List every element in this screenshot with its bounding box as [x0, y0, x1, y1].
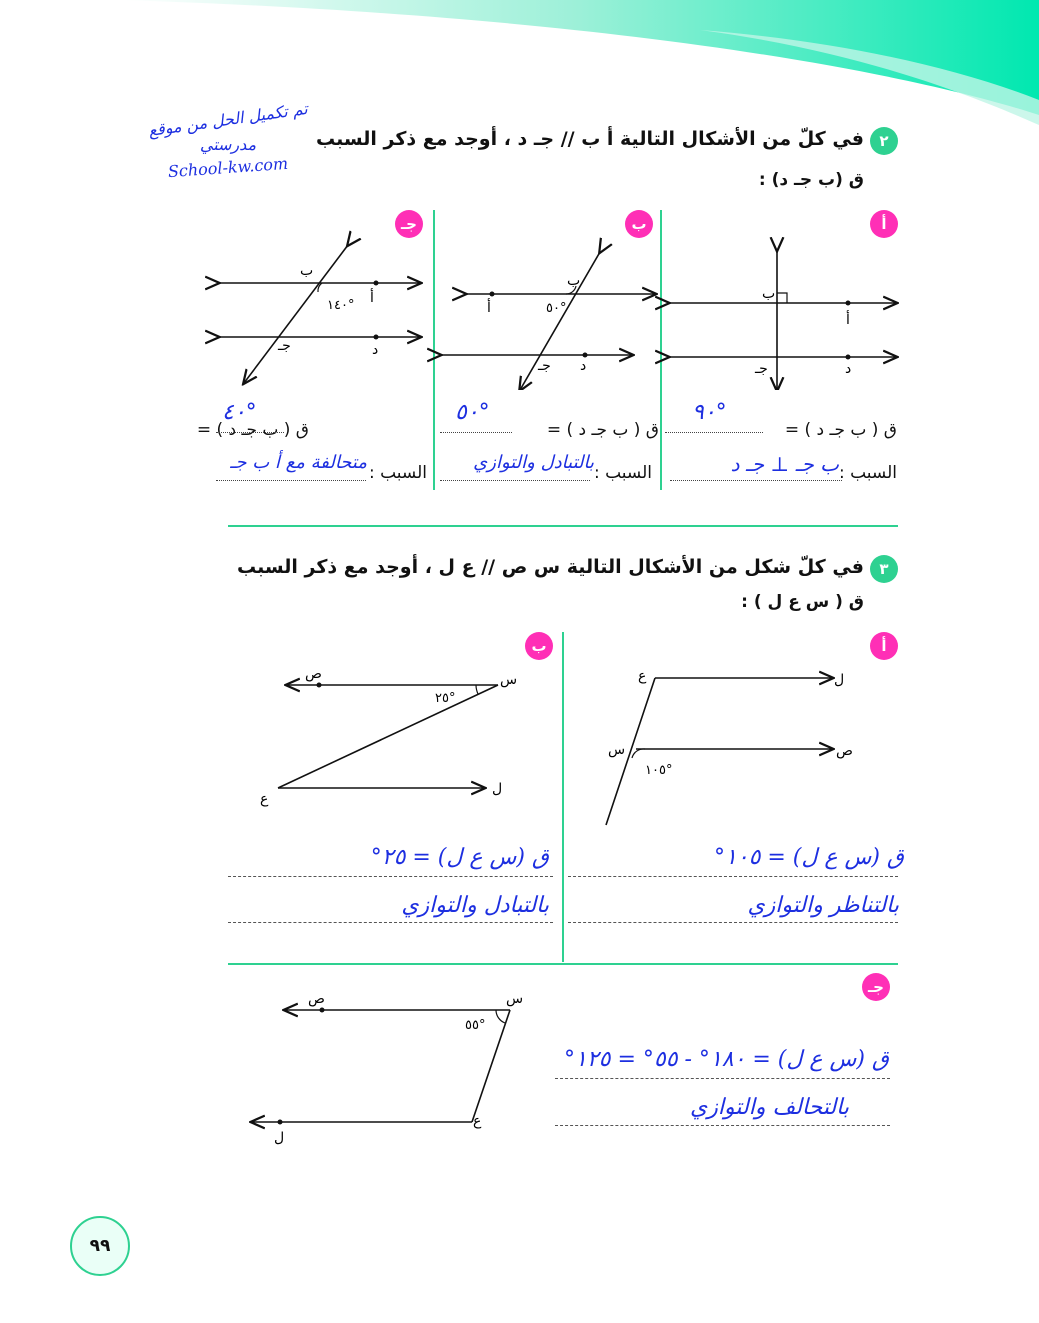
section-divider-1	[228, 525, 898, 527]
section-divider-2	[228, 963, 898, 965]
q2c-angle: ١٤٠°	[327, 298, 355, 313]
q2-question-text: في كلّ من الأشكال التالية أ ب // جـ د ، أوجد مع ذكر السبب	[316, 128, 864, 150]
q2b-label-a: أ	[487, 300, 491, 316]
q2a-measure-label: ق ( ب جـ د ) =	[784, 420, 897, 440]
q3b-label-s: س	[500, 672, 518, 688]
q3a-label-lam: ل	[834, 672, 845, 688]
q3c-label-ayn: ع	[473, 1113, 482, 1129]
q3-figure-b	[260, 666, 517, 807]
q2a-answer: ٩٠°	[692, 400, 727, 425]
q3-part-a-badge: أ	[870, 632, 898, 660]
q2b-label-j: جـ	[538, 358, 551, 374]
q2-figures	[0, 230, 1039, 390]
q2c-reason-line	[216, 480, 366, 481]
q2a-label-d: د	[845, 361, 852, 377]
watermark-line2: مدرستي	[199, 135, 257, 154]
q2b-label-d: د	[580, 358, 587, 374]
q3b-answer-1: ق (س ع ل) = ٢٥°	[370, 845, 549, 870]
q3-figure-c	[240, 985, 540, 1155]
q2b-label-b: ب	[567, 273, 581, 289]
q2b-angle: ٥٠°	[546, 301, 567, 316]
watermark-line3: School-kw.com	[167, 153, 289, 182]
q3b-answer-line-1	[228, 876, 553, 877]
q3a-answer-2: بالتناظر والتوازي	[747, 893, 899, 918]
q3a-answer-line-2	[568, 922, 898, 923]
q2a-answer-line	[665, 432, 763, 433]
q2b-answer-line	[440, 432, 512, 433]
q3b-answer-line-2	[228, 922, 553, 923]
q3-question-text: في كلّ شكل من الأشكال التالية س ص // ع ل ، أوجد مع ذكر السبب	[237, 556, 864, 578]
q2c-reason-label: السبب :	[368, 463, 427, 483]
q2-part-b-badge: ب	[625, 210, 653, 238]
q3a-label-sad: ص	[836, 743, 853, 759]
q2a-label-b: ب	[762, 286, 776, 302]
q3a-angle: ١٠٥°	[645, 763, 673, 778]
q3a-label-s: س	[608, 742, 626, 758]
q2a-label-j: جـ	[755, 361, 768, 377]
q3c-answer-line-1	[555, 1078, 890, 1079]
q2a-reason-label: السبب :	[838, 463, 897, 483]
q3c-label-sad: ص	[308, 991, 325, 1007]
q3-figures-ab	[0, 640, 1039, 840]
q2-part-a-badge: أ	[870, 210, 898, 238]
q2-part-c-badge: جـ	[395, 210, 423, 238]
q2-number-badge: ٢	[870, 127, 898, 155]
q2c-answer-line	[216, 432, 284, 433]
q3c-answer-2: بالتحالف والتوازي	[690, 1095, 849, 1120]
q3-subquestion: ق ( س ع ل ) :	[741, 592, 864, 612]
q2a-label-a: أ	[846, 312, 850, 328]
q3a-answer-line-1	[568, 876, 898, 877]
q2a-reason-line	[670, 480, 842, 481]
q3b-answer-2: بالتبادل والتوازي	[401, 893, 549, 918]
q2c-label-j: جـ	[278, 338, 291, 354]
q3a-answer-1: ق (س ع ل) = ١٠٥°	[713, 845, 904, 870]
q2b-answer: ٥٠°	[455, 400, 490, 425]
q2c-reason: متحالفة مع أ ب جـ	[230, 452, 367, 473]
q3c-label-lam: ل	[274, 1130, 285, 1146]
q2-figure-b	[440, 252, 655, 390]
q3b-angle: ٢٥°	[435, 691, 456, 706]
q3c-answer-1: ق (س ع ل) = ١٨٠° - ٥٥° = ١٢٥°	[564, 1047, 889, 1072]
q2c-measure-label: ق ( ب جـ د ) =	[196, 420, 309, 440]
watermark-line1: تم تكميل الحل من موقع	[147, 98, 309, 141]
page-number: ٩٩	[89, 1236, 111, 1256]
q2b-measure-label: ق ( ب جـ د ) =	[546, 420, 659, 440]
q2b-reason-label: السبب :	[593, 463, 652, 483]
q3c-answer-line-2	[555, 1125, 890, 1126]
q3b-label-lam: ل	[492, 781, 503, 797]
q2c-label-b: ب	[300, 263, 314, 279]
q2c-label-a: أ	[370, 290, 374, 306]
q2-subquestion: ق (ب جـ د) :	[758, 170, 864, 190]
q3a-label-ayn: ع	[638, 668, 647, 684]
page-number-badge	[70, 1216, 130, 1276]
q3c-angle: ٥٥°	[465, 1018, 486, 1033]
q2b-reason-line	[440, 480, 590, 481]
q2c-answer: ٤٠°	[222, 400, 257, 425]
q3b-label-sad: ص	[305, 666, 322, 682]
q2c-label-d: د	[372, 342, 379, 358]
q3-number-badge: ٣	[870, 555, 898, 583]
q2-figure-a	[668, 250, 896, 390]
q3b-label-ayn: ع	[260, 791, 269, 807]
q2a-reason: ب جـ ⊥ جـ د	[730, 452, 839, 476]
q3-figure-a	[606, 668, 853, 825]
q3-part-b-badge: ب	[525, 632, 553, 660]
q2-figure-c	[218, 245, 420, 383]
watermark	[128, 98, 328, 182]
q3c-label-s: س	[506, 991, 524, 1007]
q2b-reason: بالتبادل والتوازي	[473, 452, 594, 473]
q3-part-c-badge: جـ	[862, 973, 890, 1001]
